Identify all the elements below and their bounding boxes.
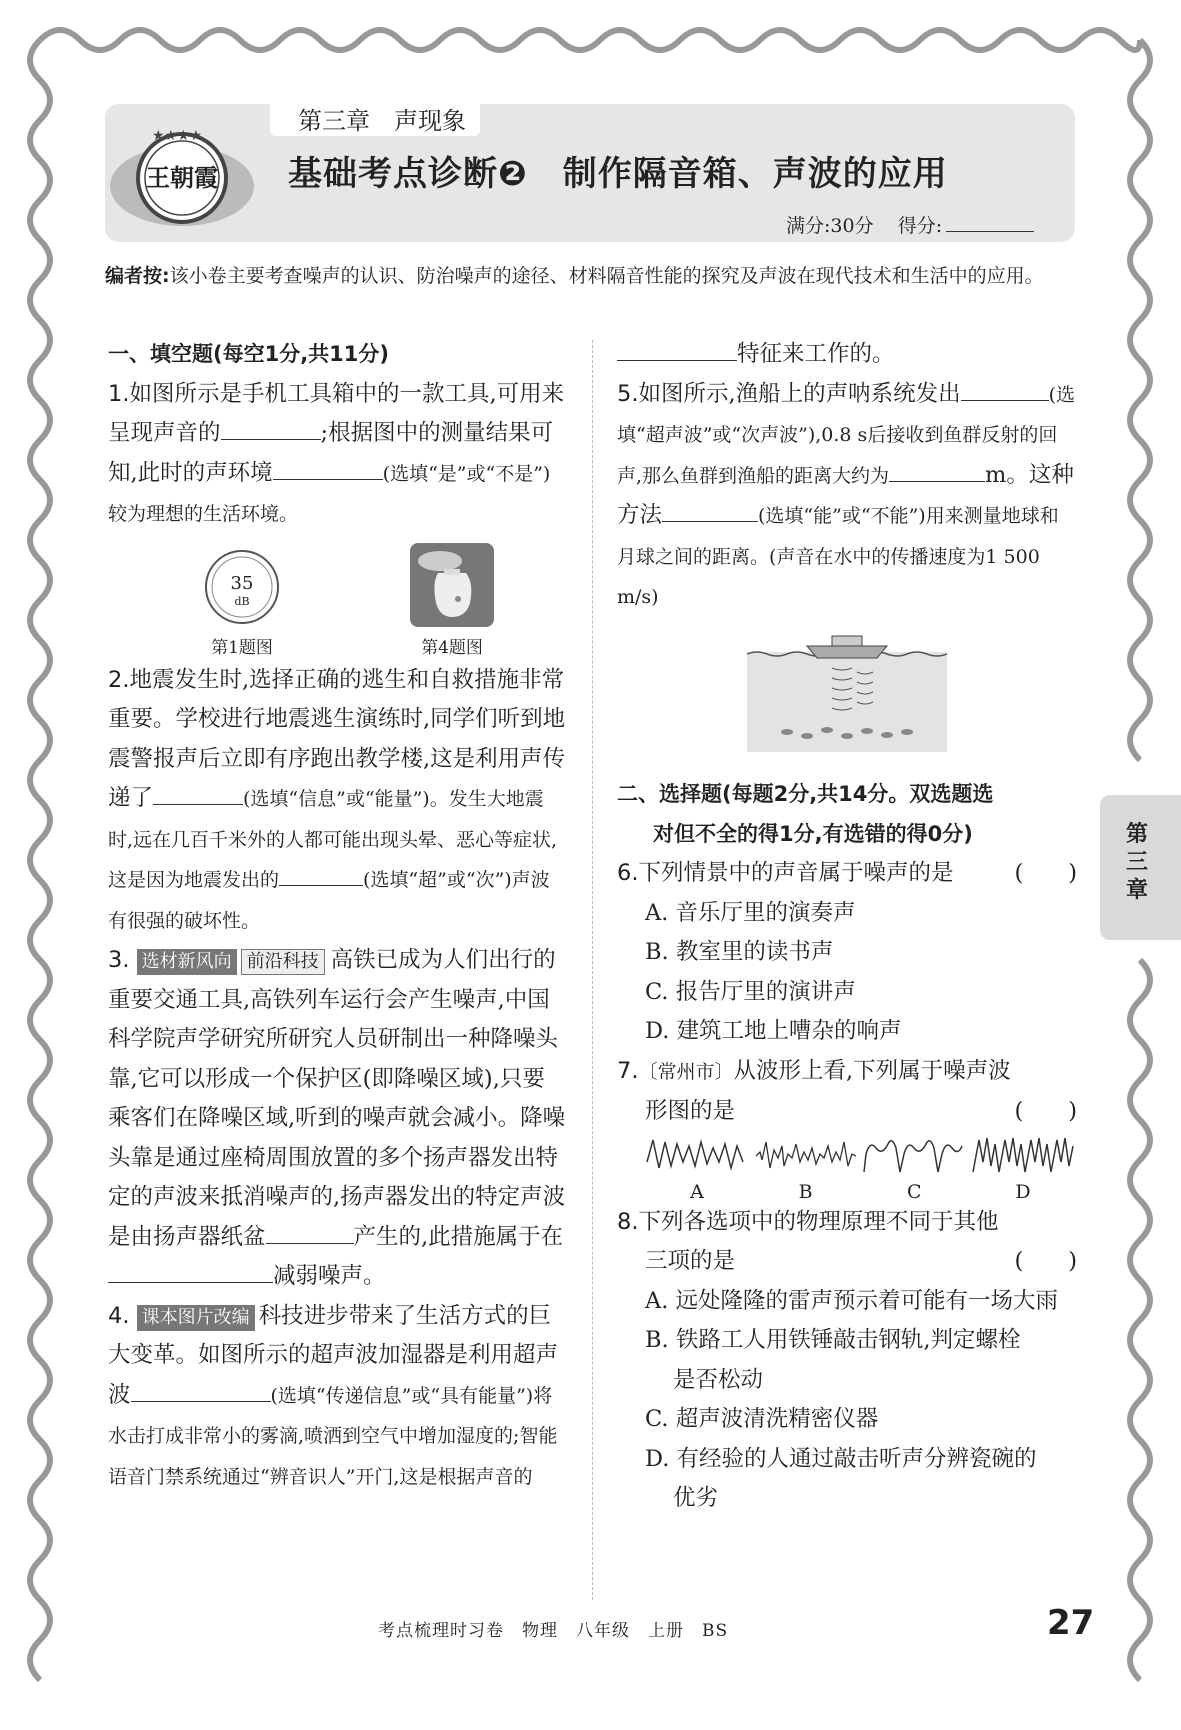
- q5-number: 5.: [617, 380, 639, 407]
- q5-blank-3[interactable]: [662, 499, 758, 522]
- figure-4: [410, 543, 494, 661]
- question-2: [108, 661, 566, 942]
- q4-text-2: (选填“传递信息”或“具有能量”)将水击打成非常小的雾滴,喷洒到空气中增加湿度的;智能语音门禁系统通过“辨音识人”开门,这是根据声音的: [108, 1384, 558, 1488]
- q8-answer-paren[interactable]: ( ): [1014, 1248, 1077, 1274]
- waveform-a[interactable]: [645, 1132, 749, 1203]
- q8-option-d[interactable]: [617, 1440, 1077, 1519]
- q3-blank-2[interactable]: [108, 1260, 273, 1283]
- waveform-c-label: C: [907, 1180, 922, 1203]
- q5-blank-1[interactable]: [961, 378, 1049, 401]
- q6-number: 6.: [617, 860, 639, 886]
- svg-text:dB: dB: [234, 594, 250, 608]
- q8-stem-line2: 三项的是: [645, 1248, 736, 1274]
- q4-text-3: 特征来工作的。: [737, 341, 895, 367]
- q8-stem-line1: 下列各选项中的物理原理不同于其他: [638, 1208, 999, 1235]
- q5-text-4: (选填“能”或“不能”)用来测量地球和月球之间的距离。(声音在水中的传播速度为1 500 m/s): [617, 505, 1059, 608]
- q8-option-d-line2: 优劣: [673, 1485, 719, 1511]
- question-7: [617, 1052, 1077, 1093]
- q1-blank-1[interactable]: [221, 417, 321, 440]
- left-column: [108, 335, 566, 1497]
- chapter-side-tab: [1100, 795, 1181, 940]
- column-divider: [592, 340, 593, 1600]
- q2-text-3: (选填“超”或“次”)声波有很强的破坏性。: [108, 869, 550, 932]
- q3-blank-1[interactable]: [266, 1221, 354, 1244]
- waveform-d[interactable]: [971, 1132, 1075, 1203]
- q5-text-1: 如图所示,渔船上的声呐系统发出: [638, 380, 961, 407]
- q3-tag-frontier: 前沿科技: [241, 949, 325, 975]
- waveform-b-label: B: [798, 1180, 813, 1203]
- question-4-continued: [617, 335, 1077, 375]
- figure-5: [747, 632, 1077, 766]
- q3-tag-new-trend: 选材新风向: [137, 949, 237, 975]
- q1-text-1: 如图所示是手机工具箱中的一款工具,可用来呈现声音的: [108, 380, 565, 446]
- question-8: [617, 1203, 1077, 1243]
- sound-meter-icon: [202, 547, 282, 627]
- q7-stem-line2: 形图的是: [645, 1098, 736, 1124]
- q1-number: 1.: [108, 380, 130, 407]
- q2-number: 2.: [108, 666, 130, 693]
- waveform-a-label: A: [690, 1180, 704, 1203]
- score-blank[interactable]: [946, 231, 1034, 232]
- publisher-seal-logo: [106, 116, 258, 236]
- q4-blank-2[interactable]: [617, 338, 737, 361]
- waveform-c[interactable]: [862, 1132, 966, 1203]
- figure-4-caption: 第4题图: [421, 637, 483, 658]
- q2-blank-2[interactable]: [279, 863, 363, 886]
- question-6: [617, 854, 1077, 894]
- q5-text-2: (选填“超声波”或“次声波”),0.8 s后接收到鱼群反射的回声,那么鱼群到渔船的距离大约为: [617, 383, 1076, 487]
- q7-number: 7.: [617, 1057, 639, 1084]
- q1-text-2: ;根据图中的测量结果可知,此时的声环境: [108, 420, 554, 486]
- waveform-b[interactable]: [754, 1132, 858, 1203]
- section1-title: 一、填空题(每空1分,共11分): [108, 342, 390, 366]
- q4-blank-1[interactable]: [131, 1379, 271, 1402]
- q1-blank-2[interactable]: [273, 457, 383, 480]
- section2-title-line1: 二、选择题(每题2分,共14分。双选题选: [617, 782, 994, 806]
- q7-answer-paren[interactable]: ( ): [1014, 1098, 1077, 1124]
- q2-blank-1[interactable]: [153, 782, 243, 805]
- q6-answer-paren[interactable]: ( ): [1014, 860, 1077, 886]
- q3-text-2: 产生的,此措施属于在: [353, 1223, 564, 1250]
- q6-option-d[interactable]: D. 建筑工地上嘈杂的响声: [645, 1018, 902, 1044]
- q6-option-c[interactable]: C. 报告厅里的演讲声: [645, 978, 856, 1005]
- q8-number: 8.: [617, 1208, 639, 1235]
- svg-text:★★★★: ★★★★: [152, 128, 203, 144]
- q1-text-3: (选填“是”或“不是”)较为理想的生活环境。: [108, 462, 551, 525]
- figure-1: [202, 547, 282, 661]
- q7-waveforms: [645, 1132, 1075, 1203]
- figure-1-caption: 第1题图: [211, 637, 273, 658]
- q2-text-2: (选填“信息”或“能量”)。发生大地震时,远在几百千米外的人都可能出现头晕、恶心等症状,这是因为地震发出的: [108, 788, 558, 891]
- question-3: [108, 941, 566, 1297]
- q5-text-3: m。这种方法: [617, 461, 1074, 528]
- chapter-title: 第三章 声现象: [298, 107, 466, 135]
- question-1: [108, 375, 566, 535]
- editor-note-text: 该小卷主要考查噪声的认识、防治噪声的途径、材料隔音性能的探究及声波在现代技术和生活中的应用。: [169, 265, 1044, 287]
- chapter-side-tab-label: 第三章: [1125, 822, 1148, 903]
- q8-option-b[interactable]: [617, 1321, 1077, 1400]
- svg-text:35: 35: [230, 572, 254, 594]
- editor-note-label: 编者按:: [105, 265, 170, 287]
- q3-number: 3.: [108, 947, 130, 973]
- q7-stem-line1: 从波形上看,下列属于噪声波: [733, 1057, 1011, 1084]
- q8-option-b-line1: B. 铁路工人用铁锤敲击钢轨,判定螺栓: [645, 1327, 1021, 1353]
- figure-row-1-4: [138, 543, 558, 661]
- editor-note: [105, 260, 1080, 292]
- page-title: 基础考点诊断❷ 制作隔音箱、声波的应用: [288, 154, 948, 194]
- q5-blank-2[interactable]: [889, 459, 985, 482]
- q7-stem-line2-row: [617, 1092, 1077, 1132]
- q3-text-1: 高铁已成为人们出行的重要交通工具,高铁列车运行会产生噪声,中国科学院声学研究所研究人员研制出一种降噪头靠,它可以形成一个保护区(即降噪区域),只要乘客们在降噪区域,听到的噪声就会减小。降噪头靠是通过座椅周围放置的多个扬声器发出特定的声波来抵消噪声的,扬声器发出的特定声波是由扬声器纸盆: [108, 947, 566, 1250]
- full-score: 满分:30分: [786, 215, 874, 237]
- q4-text-1: 科技进步带来了生活方式的巨大变革。如图所示的超声波加湿器是利用超声波: [108, 1302, 559, 1408]
- q6-option-a[interactable]: A. 音乐厅里的演奏声: [645, 899, 856, 926]
- q4-tag-textbook: 课本图片改编: [137, 1305, 255, 1331]
- q2-text-1: 地震发生时,选择正确的逃生和自救措施非常重要。学校进行地震逃生演练时,同学们听到地震警报声后立即有序跑出教学楼,这是利用声传递了: [108, 666, 566, 811]
- question-5: [617, 375, 1077, 618]
- sonar-boat-image: [747, 632, 947, 752]
- q6-stem: 下列情景中的声音属于噪声的是: [638, 860, 954, 886]
- q7-source: 〔常州市〕: [638, 1060, 734, 1083]
- q8-option-b-line2: 是否松动: [673, 1366, 764, 1393]
- q8-option-d-line1: D. 有经验的人通过敲击听声分辨瓷碗的: [645, 1445, 1037, 1472]
- q8-stem-line2-row: [617, 1242, 1077, 1282]
- svg-text:王朝霞: 王朝霞: [146, 163, 218, 192]
- q4-number: 4.: [108, 1302, 130, 1329]
- q8-option-a[interactable]: A. 远处隆隆的雷声预示着可能有一场大雨: [645, 1287, 1059, 1314]
- humidifier-image: [410, 543, 494, 627]
- right-column: [617, 335, 1077, 1519]
- q6-option-b[interactable]: B. 教室里的读书声: [645, 939, 834, 965]
- page-number: 27: [1047, 1603, 1095, 1643]
- section2-title: [617, 775, 1077, 854]
- question-4: [108, 1297, 566, 1498]
- q8-option-c[interactable]: C. 超声波清洗精密仪器: [645, 1406, 879, 1432]
- waveform-d-label: D: [1015, 1180, 1031, 1203]
- q3-text-3: 减弱噪声。: [273, 1263, 386, 1289]
- section2-title-line2: 对但不全的得1分,有选错的得0分): [653, 821, 973, 846]
- footer-text: 考点梳理时习卷 物理 八年级 上册 BS: [378, 1621, 729, 1641]
- score-line: [786, 211, 1034, 238]
- score-label: 得分:: [897, 215, 943, 237]
